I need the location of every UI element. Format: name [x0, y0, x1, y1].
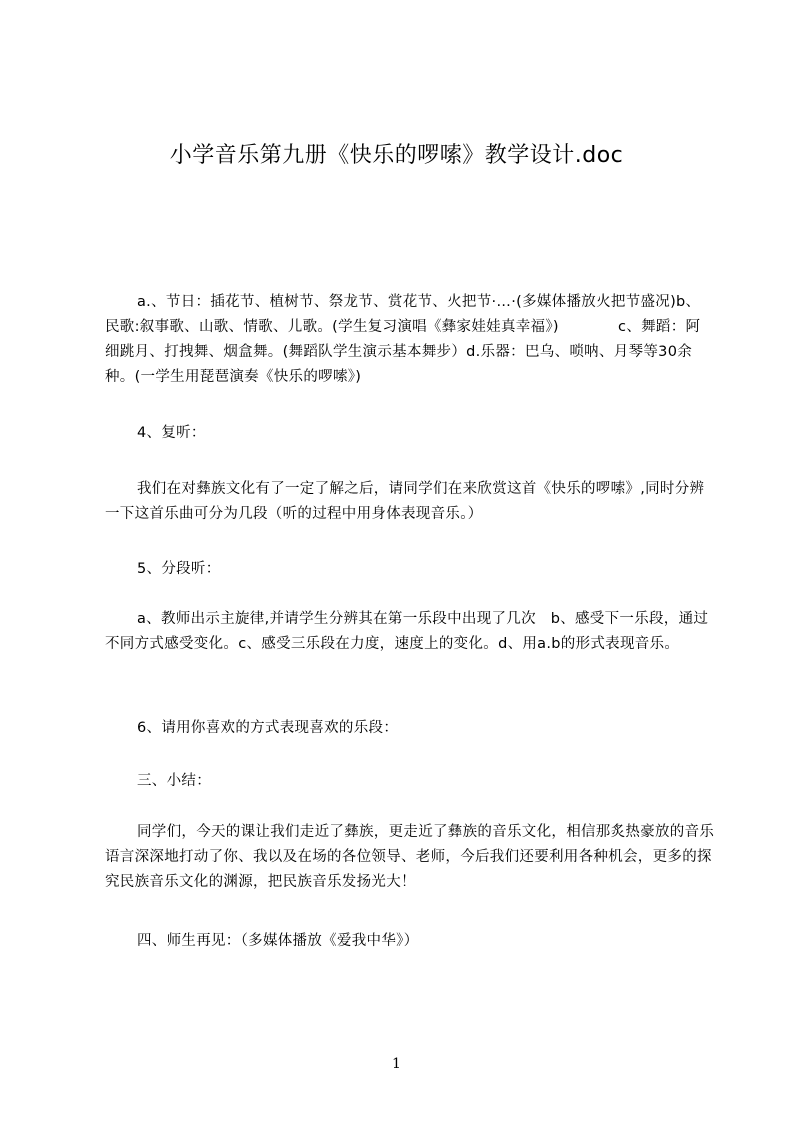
- heading-summary: 三、小结：: [137, 773, 211, 789]
- heading-5: 5、分段听：: [137, 561, 221, 577]
- paragraph-4: 我们在对彝族文化有了一定了解之后，请同学们在来欣赏这首《快乐的啰嗦》,同时分辨一下这首乐曲可分为几段（听的过程中用身体表现音乐。）: [105, 481, 705, 522]
- heading-farewell: 四、师生再见：（多媒体播放《爱我中华》）: [137, 933, 419, 949]
- heading-4: 4、复听：: [137, 425, 206, 441]
- paragraph-5: a、教师出示主旋律,并请学生分辨其在第一乐段中出现了几次 b、感受下一乐段，通过不同方式感受变化。c、感受三乐段在力度，速度上的变化。d、用a.b的形式表现音乐。: [105, 611, 709, 652]
- page-number: 1: [392, 1056, 401, 1072]
- paragraph-intro: a.、节日：插花节、植树节、祭龙节、赏花节、火把节·…·(多媒体播放火把节盛况)b、民歌:叙事歌、山歌、情歌、儿歌。(学生复习演唱《彝家娃娃真幸福》) c、舞蹈：阿细跳月、打拽舞、烟盒舞。(舞蹈队学生演示基本舞步）d.乐器：巴乌、唢呐、月琴等30余种。(一学生用琵琶演奏《快乐的啰嗦》): [105, 294, 701, 385]
- document-title: 小学音乐第九册《快乐的啰嗦》教学设计.doc: [169, 143, 624, 168]
- heading-6: 6、请用你喜欢的方式表现喜欢的乐段：: [137, 720, 399, 736]
- paragraph-summary: 同学们，今天的课让我们走近了彝族，更走近了彝族的音乐文化，相信那炙热豪放的音乐语言深深地打动了你、我以及在场的各位领导、老师，今后我们还要利用各种机会，更多的探究民族音乐文化的渊源，把民族音乐发扬光大！: [105, 824, 715, 890]
